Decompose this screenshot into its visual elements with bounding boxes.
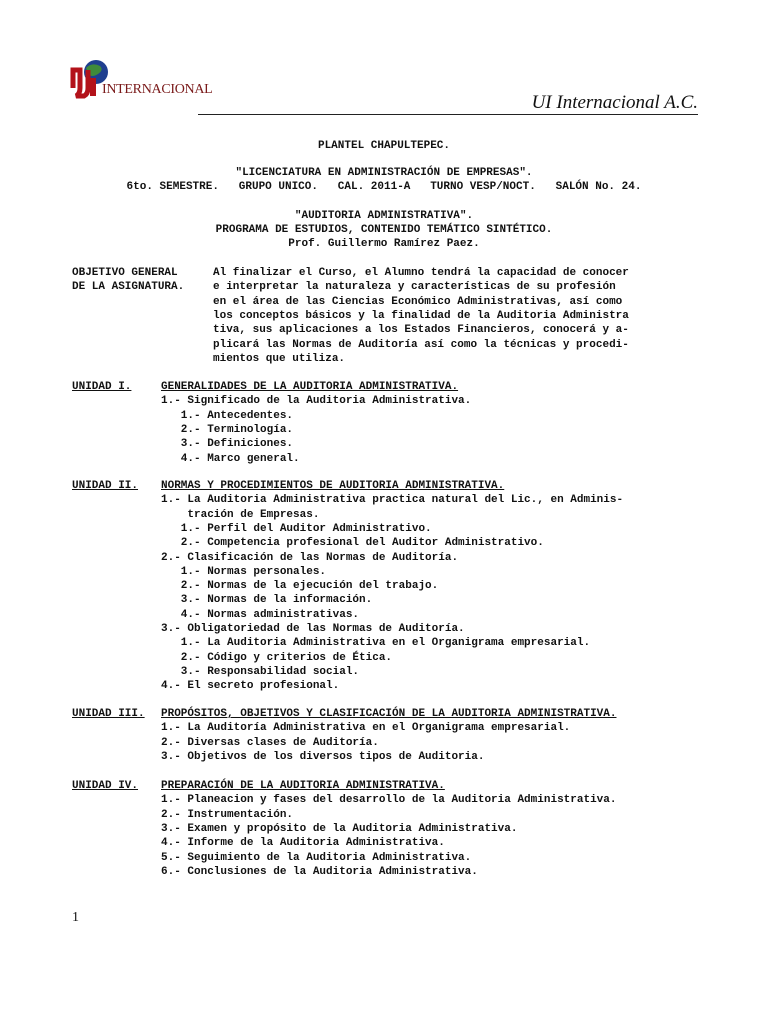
unit-item: 3.- Normas de la información. <box>161 594 373 607</box>
unit-item: 2.- Normas de la ejecución del trabajo. <box>161 580 439 593</box>
objective-line: tiva, sus aplicaciones a los Estados Financieros, conocerá y a- <box>213 324 629 337</box>
unit-item: 1.- Significado de la Auditoria Administrativa. <box>161 395 472 408</box>
unit-item: 4.- Informe de la Auditoria Administrativa. <box>161 837 445 850</box>
objective-line: los conceptos básicos y la finalidad de la Auditoria Administra <box>213 309 629 322</box>
unit-title: PREPARACIÓN DE LA AUDITORIA ADMINISTRATIVA. <box>161 780 445 792</box>
objective-line: plicará las Normas de Auditoría así como la técnicas y procedi- <box>213 338 629 351</box>
objective-line: e interpretar la naturaleza y características de su profesión <box>213 281 616 294</box>
unit-item: 3.- Definiciones. <box>161 438 294 451</box>
objective-line: en el área de las Ciencias Económico Administrativas, así como <box>213 295 623 308</box>
unit-item: tración de Empresas. <box>161 508 320 521</box>
page-number: 1 <box>72 910 79 925</box>
unit-item: 1.- Antecedentes. <box>161 409 294 422</box>
objective-line: mientos que utiliza. <box>213 352 346 365</box>
unit-item: 3.- Examen y propósito de la Auditoria Administrativa. <box>161 822 518 835</box>
program-title: PROGRAMA DE ESTUDIOS, CONTENIDO TEMÁTICO SINTÉTICO. <box>215 224 553 236</box>
unit-item: 2.- Código y criterios de Ética. <box>161 651 393 664</box>
unit-item: 2.- Competencia profesional del Auditor Administrativo. <box>161 537 544 550</box>
unit-title: NORMAS Y PROCEDIMIENTOS DE AUDITORIA ADMINISTRATIVA. <box>161 480 505 492</box>
unit-item: 3.- Objetivos de los diversos tipos de Auditoria. <box>161 750 485 763</box>
unit-label: UNIDAD IV. <box>72 780 139 792</box>
unit-item: 1.- La Auditoria Administrativa en el Organigrama empresarial. <box>161 637 591 650</box>
unit-item: 1.- La Auditoría Administrativa en el Organigrama empresarial. <box>161 722 571 735</box>
unit-item: 1.- Planeacion y fases del desarrollo de la Auditoria Administrativa. <box>161 794 617 807</box>
professor-name: Prof. Guillermo Ramírez Paez. <box>288 238 480 250</box>
objective-label-1: OBJETIVO GENERAL <box>72 267 178 279</box>
unit-item: 4.- Normas administrativas. <box>161 608 360 621</box>
unit-label: UNIDAD III. <box>72 708 145 720</box>
header-divider <box>198 114 698 115</box>
unit-item: 5.- Seguimiento de la Auditoria Administrativa. <box>161 851 472 864</box>
unit-item: 2.- Clasificación de las Normas de Auditoría. <box>161 551 459 564</box>
unit-item: 1.- La Auditoria Administrativa practica natural del Lic., en Adminis- <box>161 494 624 507</box>
objective-label-2: DE LA ASIGNATURA. <box>72 281 185 293</box>
unit-label: UNIDAD I. <box>72 381 132 393</box>
unit-title: GENERALIDADES DE LA AUDITORIA ADMINISTRATIVA. <box>161 381 459 393</box>
unit-item: 2.- Diversas clases de Auditoría. <box>161 736 379 749</box>
unit-item: 2.- Terminología. <box>161 423 294 436</box>
course-details: 6to. SEMESTRE. GRUPO UNICO. CAL. 2011-A TURNO VESP/NOCT. SALÓN No. 24. <box>126 181 642 193</box>
unit-item: 3.- Responsabilidad social. <box>161 665 360 678</box>
company-name: UI Internacional A.C. <box>531 92 698 113</box>
degree-title: "LICENCIATURA EN ADMINISTRACIÓN DE EMPRESAS". <box>235 167 533 179</box>
objective-line: Al finalizar el Curso, el Alumno tendrá la capacidad de conocer <box>213 267 629 279</box>
unit-item: 2.- Instrumentación. <box>161 808 294 821</box>
unit-item: 1.- Perfil del Auditor Administrativo. <box>161 522 432 535</box>
campus-title: PLANTEL CHAPULTEPEC. <box>317 140 451 152</box>
unit-label: UNIDAD II. <box>72 480 139 492</box>
unit-item: 4.- Marco general. <box>161 452 300 465</box>
logo-wordmark: INTERNACIONAL <box>102 82 213 97</box>
unit-item: 3.- Obligatoriedad de las Normas de Auditoría. <box>161 623 465 635</box>
unit-item: 6.- Conclusiones de la Auditoria Administrativa. <box>161 865 478 878</box>
subject-title: "AUDITORIA ADMINISTRATIVA". <box>294 210 474 222</box>
unit-title: PROPÓSITOS, OBJETIVOS Y CLASIFICACIÓN DE LA AUDITORIA ADMINISTRATIVA. <box>161 708 617 720</box>
unit-item: 4.- El secreto profesional. <box>161 680 340 693</box>
ui-logo <box>70 58 213 104</box>
unit-item: 1.- Normas personales. <box>161 565 327 578</box>
